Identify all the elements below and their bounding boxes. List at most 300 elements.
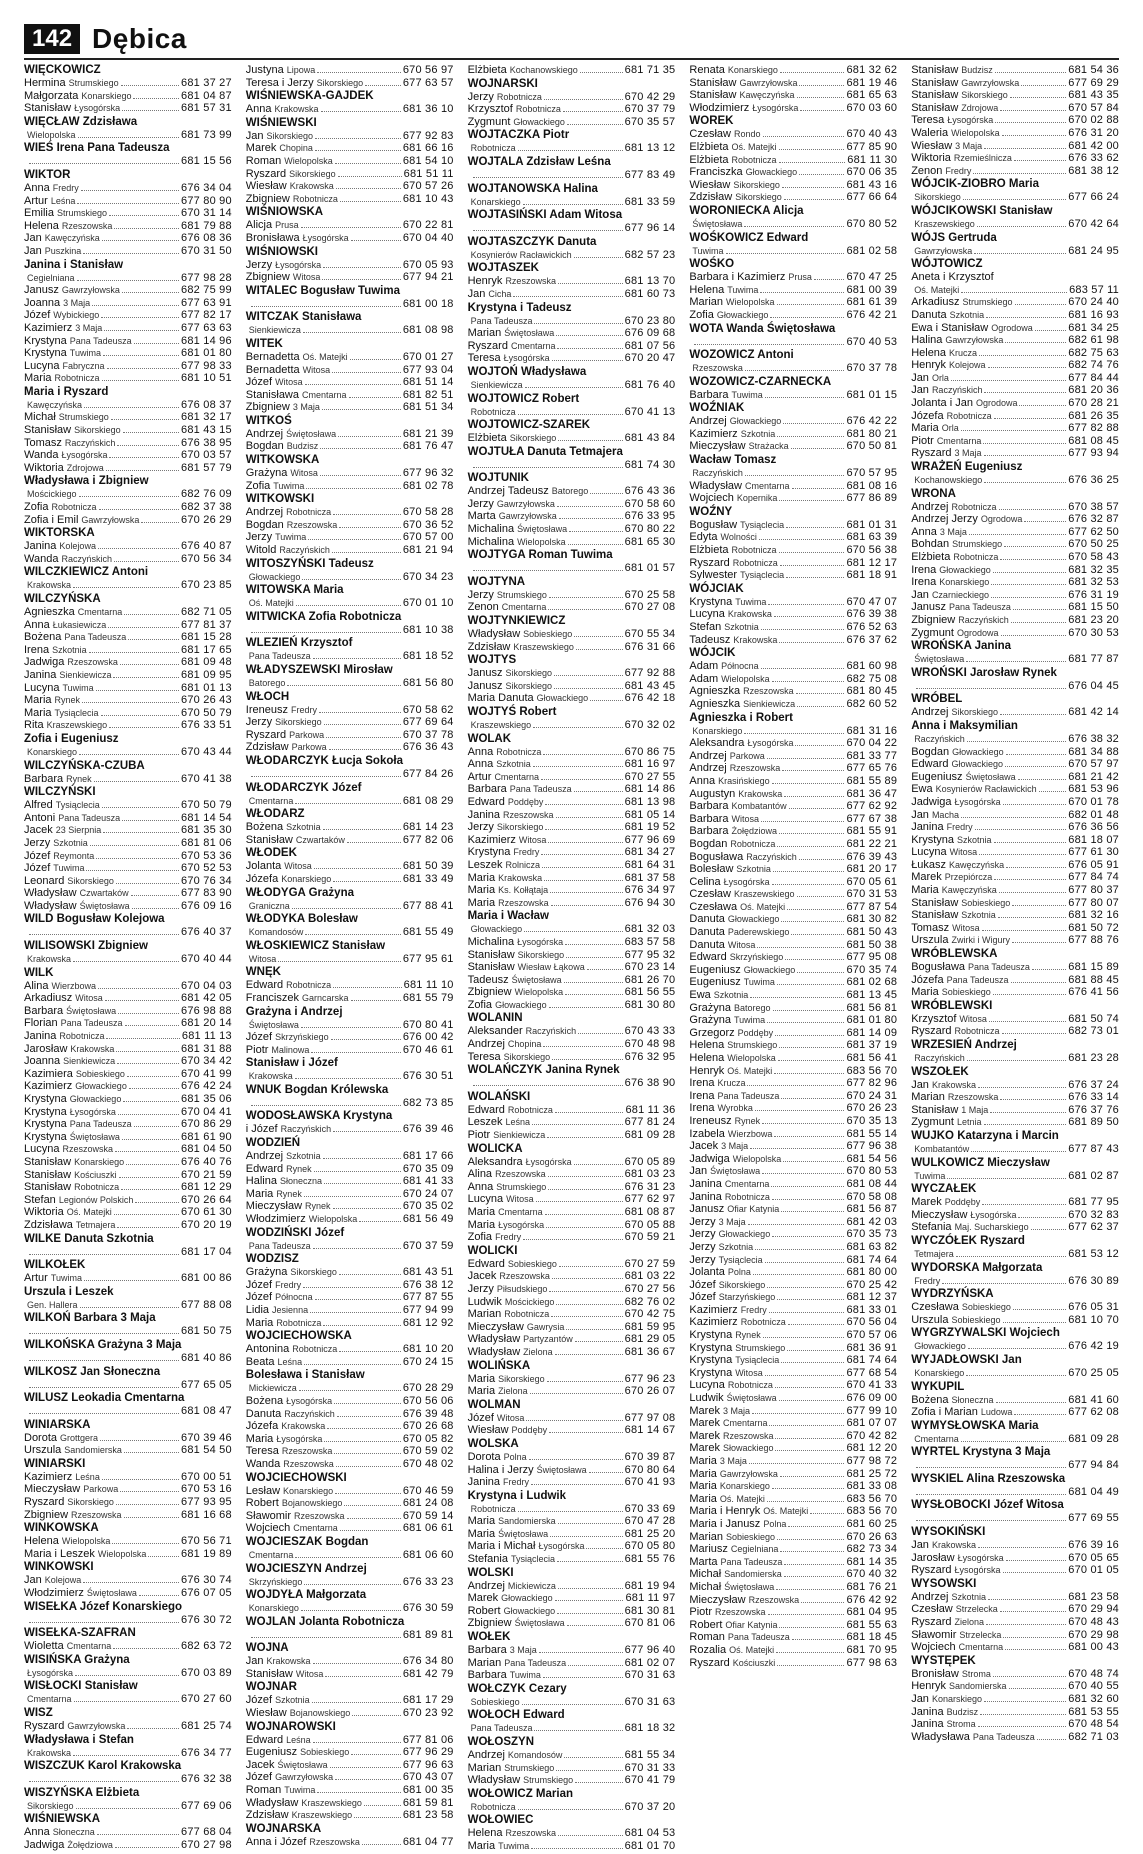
street-name: Świętosława <box>710 1166 761 1177</box>
list-item <box>911 1603 1119 1616</box>
leader-dots <box>984 1693 1066 1702</box>
list-item <box>246 1522 454 1535</box>
phone-number: 670 57 84 <box>1068 101 1119 114</box>
phone-number: 670 25 05 <box>1068 1366 1119 1379</box>
surname-heading: WÓJCIAK <box>689 582 744 595</box>
phone-number: 681 08 87 <box>624 1206 676 1218</box>
given-name: Wojciech <box>245 1522 291 1535</box>
list-item <box>689 1556 897 1569</box>
list-item <box>689 621 897 634</box>
street-name: Sobieskiego <box>300 1747 350 1758</box>
list-item <box>468 589 676 602</box>
leader-dots <box>779 634 844 643</box>
list-item <box>689 1153 897 1166</box>
leader-dots <box>287 677 401 686</box>
given-name: Piotr <box>689 1606 713 1619</box>
phone-number: 670 76 34 <box>181 874 232 887</box>
list-item <box>468 601 676 614</box>
street-name: Głowackiego <box>718 1229 771 1240</box>
street-name: Tuwima <box>498 1840 530 1851</box>
phone-number: 677 69 55 <box>1068 1512 1119 1525</box>
leader-dots <box>335 1485 401 1494</box>
street-name: Komandosów <box>248 927 304 938</box>
surname-block <box>468 1399 676 1437</box>
list-item <box>689 179 897 192</box>
list-item <box>246 428 454 441</box>
leader-dots <box>134 1118 179 1127</box>
street-name: Ks. Kołłątaja <box>498 885 549 896</box>
phone-number: 670 56 97 <box>402 64 454 76</box>
list-item <box>689 271 897 284</box>
given-name: Jerzy <box>467 588 494 601</box>
leader-dots <box>762 1115 844 1124</box>
street-name: Świętosława <box>965 771 1016 782</box>
given-name: Maria <box>245 1432 274 1445</box>
leader-dots <box>589 1464 623 1473</box>
phone-number: 682 75 63 <box>1068 346 1119 359</box>
phone-number: 670 80 64 <box>624 1463 676 1476</box>
phone-number: 681 66 16 <box>402 142 454 155</box>
given-name: Edward <box>245 979 284 992</box>
street-name: Głowackiego <box>729 416 782 427</box>
leader-dots <box>1024 513 1066 522</box>
given-name: Artur <box>467 770 492 783</box>
given-name: Janusz <box>24 284 59 297</box>
surname-heading: Zofia i Eugeniusz <box>24 732 119 745</box>
leader-dots <box>117 1219 179 1228</box>
list-item <box>246 1240 454 1253</box>
street-name: Witosa <box>290 468 318 479</box>
phone-number: 670 52 53 <box>181 862 232 875</box>
phone-number: 681 42 00 <box>1068 139 1119 152</box>
street-name: Poddęby <box>737 1027 774 1038</box>
leader-dots <box>796 685 845 694</box>
phone-number: 681 79 88 <box>181 219 232 232</box>
list-item <box>24 335 232 348</box>
given-name: Irena <box>689 1077 715 1090</box>
list-item <box>246 597 454 610</box>
leader-dots <box>974 245 1066 254</box>
leader-dots <box>99 501 180 510</box>
leader-dots <box>116 875 179 884</box>
phone-number: 677 96 29 <box>402 1746 454 1759</box>
phone-number: 676 34 77 <box>181 1746 232 1759</box>
phone-number: 670 43 07 <box>402 1771 454 1784</box>
leader-dots <box>762 1165 844 1174</box>
street-name: Garncarska <box>301 992 349 1003</box>
leader-dots <box>788 1518 844 1527</box>
given-name: Lidia <box>245 1304 270 1316</box>
given-name: Ryszard <box>689 556 730 569</box>
list-item <box>911 934 1119 947</box>
street-name: Fredry <box>914 1275 941 1286</box>
leader-dots <box>767 1014 844 1023</box>
street-name: Oś. Matejki <box>66 1207 112 1218</box>
leader-dots <box>530 1385 623 1394</box>
street-name: Rzeszowska <box>498 897 549 908</box>
surname-block <box>246 206 454 244</box>
list-item <box>689 1594 897 1607</box>
given-name: Lucyna <box>24 681 60 694</box>
street-name: Krucza <box>949 347 978 358</box>
list-item <box>911 513 1119 526</box>
given-name: Dorota <box>24 1431 58 1444</box>
phone-number: 681 70 95 <box>846 1643 898 1656</box>
list-item <box>689 1619 897 1632</box>
list-item <box>689 1316 897 1329</box>
street-name: Kawęczyńska <box>739 90 795 101</box>
leader-dots <box>102 232 179 241</box>
phone-number: 670 80 53 <box>846 1165 898 1178</box>
street-name: Gawrzyłowska <box>719 1468 778 1479</box>
surname-block <box>246 64 454 89</box>
surname-block <box>689 402 897 453</box>
given-name: Małgorzata <box>24 89 79 102</box>
street-name: Łysogórska <box>954 1565 1001 1576</box>
phone-number: 670 35 73 <box>846 1228 898 1241</box>
given-name: Czesława <box>911 1301 959 1314</box>
leader-dots <box>104 322 179 331</box>
leader-dots <box>122 1131 179 1140</box>
list-item <box>24 1017 232 1030</box>
given-name: Stefan <box>689 621 722 633</box>
list-item <box>911 706 1119 719</box>
list-item <box>24 372 232 385</box>
phone-number: 677 93 94 <box>1068 447 1119 460</box>
phone-number: 670 26 07 <box>624 1385 676 1398</box>
street-name: Fabryczna <box>62 360 105 371</box>
street-name: Fredry <box>946 822 973 833</box>
phone-number: 676 08 36 <box>181 232 232 245</box>
given-name: Renata <box>689 64 725 76</box>
surname-block <box>24 386 232 475</box>
surname-heading: WOLANIN <box>467 1012 523 1025</box>
phone-number: 681 18 91 <box>846 569 898 582</box>
given-name: Leszek <box>467 1116 503 1129</box>
leader-dots <box>777 296 845 305</box>
street-name: Krakowska <box>70 1043 115 1054</box>
street-name: Gawrzyłowska <box>61 285 120 296</box>
surname-block <box>24 1627 232 1653</box>
phone-number: 681 57 79 <box>181 461 232 474</box>
list-item <box>246 650 454 663</box>
phone-number: 681 08 98 <box>402 324 454 337</box>
list-item <box>689 989 897 1002</box>
leader-dots <box>295 1070 401 1079</box>
leader-dots <box>554 680 623 689</box>
list-item <box>246 1031 454 1044</box>
surname-block <box>246 1563 454 1589</box>
phone-number: 681 50 75 <box>181 1325 232 1338</box>
phone-number: 681 37 58 <box>624 871 676 884</box>
street-name: Rynek <box>735 1330 761 1341</box>
phone-number: 681 20 14 <box>181 1017 232 1030</box>
list-item <box>24 694 232 707</box>
list-item <box>689 1191 897 1204</box>
phone-number: 670 80 52 <box>846 217 898 230</box>
leader-dots <box>568 1657 623 1666</box>
surname-heading: Grażyna i Andrzej <box>245 1005 343 1018</box>
list-item <box>468 628 676 641</box>
street-name: Raczyńskich <box>914 733 965 744</box>
given-name: Krystyna <box>24 1093 67 1105</box>
street-name: Wielopolska <box>727 1053 776 1063</box>
given-name: Anna <box>689 774 716 787</box>
list-item <box>689 1543 897 1556</box>
given-name: Zbigniew <box>911 613 956 626</box>
leader-dots <box>81 182 179 191</box>
given-name: Urszula <box>911 934 949 947</box>
list-item <box>911 783 1119 796</box>
given-name: Robert <box>689 1618 723 1631</box>
phone-number: 681 56 80 <box>402 677 454 689</box>
street-name: Chopina <box>279 143 313 154</box>
street-name: Gawrzyłowska <box>496 498 555 509</box>
street-name: Sikorskiego <box>505 668 552 679</box>
list-item <box>689 775 897 788</box>
leader-dots <box>350 351 401 360</box>
given-name: Maria i Michał <box>467 1540 536 1553</box>
list-item <box>24 501 232 514</box>
phone-number: 670 02 88 <box>1068 114 1119 127</box>
given-name: Andrzej <box>911 500 949 513</box>
list-item <box>246 1408 454 1421</box>
list-item <box>468 897 676 910</box>
phone-number: 676 32 87 <box>1068 513 1119 526</box>
phone-number: 677 96 14 <box>624 222 676 235</box>
street-name: Sikorskiego <box>74 425 121 436</box>
list-item <box>689 569 897 582</box>
given-name: Zbigniew <box>467 986 512 999</box>
phone-number: 670 37 79 <box>624 103 676 116</box>
phone-number: 681 37 19 <box>846 1039 898 1052</box>
list-item <box>468 834 676 847</box>
street-name: Gen. Hallera <box>27 1299 78 1310</box>
street-name: Cegielniana <box>27 272 75 283</box>
street-name: Głowackiego <box>470 924 523 935</box>
list-item <box>911 1013 1119 1026</box>
phone-number: 681 82 51 <box>402 388 454 401</box>
given-name: Mieczysław <box>245 1200 303 1213</box>
street-name: Malinowa <box>271 1044 310 1055</box>
leader-dots <box>989 1013 1066 1022</box>
street-name: Łysogórska <box>498 1219 545 1230</box>
phone-number: 677 87 43 <box>1068 1142 1119 1155</box>
phone-number: 676 43 36 <box>624 485 676 498</box>
street-name: Głowackiego <box>727 914 780 925</box>
leader-dots <box>916 1459 1066 1468</box>
given-name: Wanda <box>245 1457 281 1470</box>
surname-block <box>24 1312 232 1338</box>
list-item <box>911 680 1119 693</box>
list-item <box>246 1266 454 1279</box>
street-name: Świętosława <box>277 1759 328 1770</box>
phone-number: 681 55 76 <box>624 1553 676 1566</box>
phone-number: 670 03 60 <box>846 101 898 114</box>
leader-dots <box>784 1568 845 1577</box>
list-item <box>468 719 676 732</box>
surname-block <box>911 1655 1119 1744</box>
list-item <box>246 1433 454 1446</box>
leader-dots <box>767 1493 845 1502</box>
surname-block <box>911 640 1119 666</box>
leader-dots <box>118 1005 179 1014</box>
leader-dots <box>565 936 623 945</box>
given-name: Stanisław <box>911 64 959 76</box>
street-name: 3 Maja <box>718 1216 746 1227</box>
street-name: Parkowa <box>729 750 765 761</box>
list-item <box>468 1696 676 1709</box>
list-item <box>246 324 454 337</box>
surname-block <box>24 940 232 966</box>
surname-heading: WITOWSKA Maria <box>245 584 344 597</box>
leader-dots <box>251 1629 401 1638</box>
list-item <box>689 1493 897 1506</box>
surname-block <box>468 393 676 419</box>
phone-number: 677 94 84 <box>1068 1459 1119 1472</box>
leader-dots <box>753 1266 845 1275</box>
phone-number: 677 69 06 <box>181 1799 232 1812</box>
list-item <box>911 347 1119 360</box>
surname-block <box>468 910 676 1011</box>
street-name: Robotnicza <box>51 502 97 513</box>
street-name: Rzeszowska <box>286 519 338 530</box>
phone-number: 670 27 98 <box>181 1838 232 1851</box>
list-item <box>911 271 1119 284</box>
surname-block <box>246 285 454 311</box>
phone-number: 670 81 06 <box>624 1617 676 1630</box>
phone-number: 681 80 00 <box>846 1266 898 1279</box>
given-name: Krystyna <box>24 1105 67 1118</box>
list-item <box>246 351 454 364</box>
list-item <box>911 89 1119 102</box>
given-name: Mieczysław <box>911 1208 968 1221</box>
leader-dots <box>29 1614 179 1623</box>
leader-dots <box>744 218 844 227</box>
leader-dots <box>96 850 179 859</box>
street-name: Sikorskiego <box>496 822 544 833</box>
surname-block <box>911 1327 1119 1353</box>
list-item <box>468 641 676 654</box>
leader-dots <box>295 795 401 804</box>
phone-number: 681 01 80 <box>181 347 232 360</box>
phone-number: 677 63 91 <box>181 296 232 309</box>
leader-dots <box>1014 152 1066 161</box>
street-name: Sobieskiego <box>470 1696 520 1707</box>
street-name: Pana Tadeusza <box>64 632 127 643</box>
given-name: Włodzimierz <box>245 1213 306 1226</box>
given-name: Roman <box>689 1631 725 1644</box>
street-name: Konarskiego <box>248 1603 299 1614</box>
street-name: Cmentarna <box>248 795 294 806</box>
leader-dots <box>324 716 401 725</box>
leader-dots <box>780 1543 844 1552</box>
list-item <box>468 1193 676 1206</box>
given-name: Wiesław <box>245 180 287 193</box>
street-name: Rzeszowska <box>67 657 118 668</box>
given-name: Dorota <box>467 1450 501 1463</box>
surname-heading: WOJNARSKI <box>467 77 538 90</box>
list-item <box>468 1346 676 1359</box>
list-item <box>911 322 1119 335</box>
leader-dots <box>799 77 844 86</box>
leader-dots <box>554 667 623 676</box>
surname-block <box>468 549 676 575</box>
surname-block <box>468 1736 676 1787</box>
street-name: Robotnicza <box>470 143 516 154</box>
leader-dots <box>354 1809 401 1818</box>
street-name: Sobieskiego <box>951 1314 1001 1325</box>
street-name: Świętosława <box>536 1464 587 1475</box>
street-name: Głowackiego <box>951 759 1004 770</box>
surname-block <box>246 611 454 637</box>
given-name: Józef <box>24 849 51 862</box>
given-name: Marian <box>911 1091 945 1104</box>
street-name: Łysogórska <box>27 1667 74 1678</box>
given-name: Maria <box>467 1839 496 1852</box>
street-name: Macha <box>931 809 959 820</box>
phone-number: 681 43 16 <box>846 178 898 191</box>
street-name: Łysogórska <box>723 876 770 887</box>
leader-dots <box>991 576 1066 585</box>
street-name: Sobieskiego <box>961 1302 1011 1313</box>
street-name: Szkotnia <box>956 834 992 845</box>
leader-dots <box>789 800 845 809</box>
leader-dots <box>1039 783 1067 792</box>
street-name: Robotnicza <box>515 104 561 115</box>
list-item <box>911 974 1119 987</box>
given-name: Krystyna <box>911 833 954 846</box>
given-name: Jerzy <box>467 90 494 103</box>
surname-heading: Maria i Ryszard <box>24 385 109 398</box>
leader-dots <box>125 1017 180 1026</box>
street-name: Konarskiego <box>27 746 78 757</box>
surname-block <box>468 1143 676 1244</box>
leader-dots <box>312 1694 401 1703</box>
list-item <box>911 114 1119 127</box>
leader-dots <box>313 1655 401 1664</box>
street-name: Pana Tadeusza <box>248 651 311 662</box>
street-name: Wielopolska <box>732 1153 782 1164</box>
leader-dots <box>1021 77 1066 86</box>
list-item <box>689 1002 897 1015</box>
list-item <box>24 1720 232 1733</box>
street-name: Robotnicza <box>286 980 332 991</box>
leader-dots <box>752 1405 844 1414</box>
surname-heading: WILD Bogusław Kolejowa <box>24 913 165 926</box>
surname-block <box>468 236 676 262</box>
surname-block <box>24 1707 232 1733</box>
street-name: Oś. Matejki <box>763 1506 809 1517</box>
phone-number: 676 30 59 <box>402 1602 454 1615</box>
street-name: Ludowa <box>980 1407 1013 1418</box>
leader-dots <box>966 1367 1066 1376</box>
list-item <box>468 1669 676 1682</box>
phone-number: 681 53 12 <box>1068 1247 1119 1260</box>
street-name: Rzeszowska <box>947 1092 999 1103</box>
phone-number: 681 32 03 <box>624 923 676 936</box>
list-item <box>689 788 897 801</box>
list-item <box>24 462 232 475</box>
given-name: Ireneusz <box>245 703 288 716</box>
phone-number: 681 18 52 <box>402 650 454 663</box>
list-item <box>24 1169 232 1182</box>
phone-number: 682 73 85 <box>402 1096 454 1109</box>
surname-block <box>689 454 897 505</box>
phone-number: 681 25 74 <box>181 1720 232 1732</box>
leader-dots <box>778 1052 845 1061</box>
given-name: Helena <box>689 283 725 296</box>
